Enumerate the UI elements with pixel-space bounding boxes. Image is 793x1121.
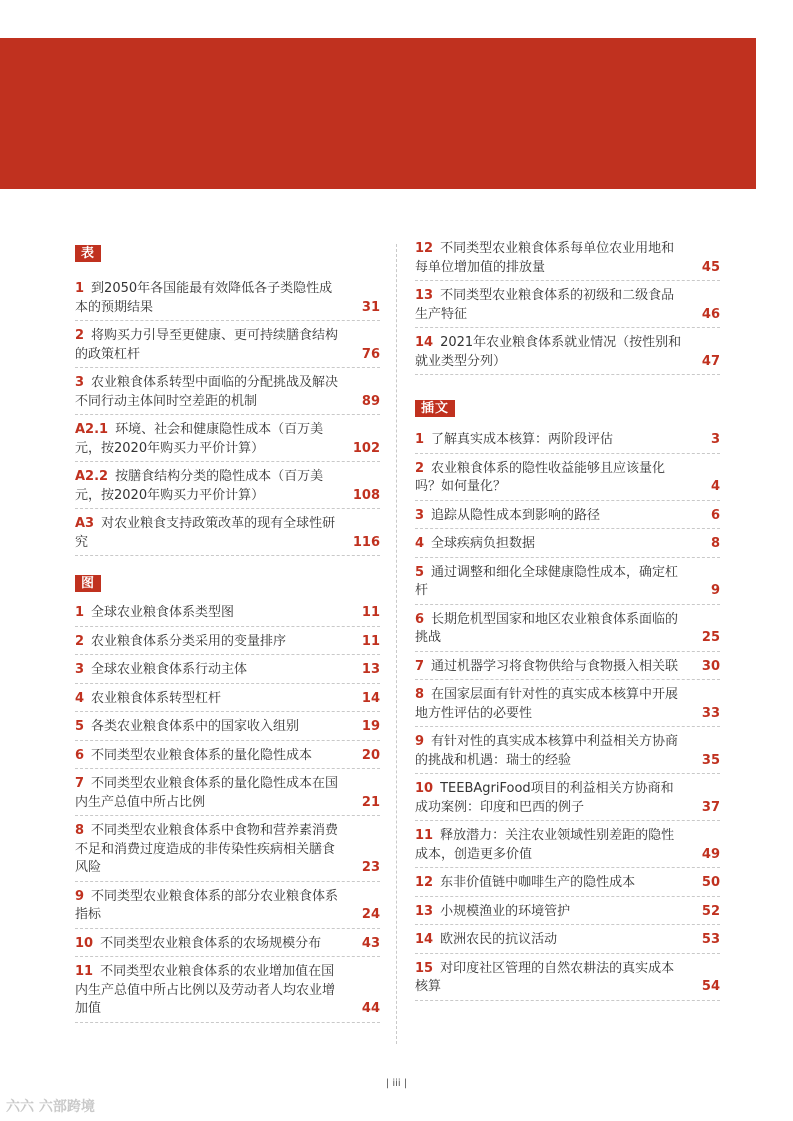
toc-entry-page: 13 — [361, 662, 380, 677]
toc-entry-number: 3 — [75, 662, 85, 677]
toc-entry-page: 116 — [352, 534, 380, 550]
toc-entry[interactable] — [415, 931, 720, 954]
toc-entry-page: 49 — [701, 846, 720, 862]
toc-entry[interactable] — [415, 827, 720, 868]
toc-entry-text — [415, 507, 690, 526]
toc-entry-title: 释放潜力：关注农业领域性别差距的隐性成本，创造更多价值 — [415, 828, 675, 862]
toc-entry-text — [415, 780, 690, 817]
toc-entry-number: 7 — [415, 658, 425, 674]
toc-left-column — [75, 240, 380, 1029]
toc-entry-page: 53 — [701, 932, 720, 947]
toc-entry-text — [415, 535, 690, 554]
toc-entry-title: 追踪从隐性成本到影响的路径 — [431, 507, 601, 523]
toc-entry[interactable] — [415, 460, 720, 501]
page-number: | iii | — [385, 1078, 408, 1089]
toc-entry-text — [75, 468, 350, 505]
toc-entry-title: 不同类型农业粮食体系的初级和二级食品生产特征 — [415, 288, 675, 322]
toc-entry-text — [75, 515, 350, 552]
toc-entry[interactable] — [415, 874, 720, 897]
toc-entry[interactable] — [415, 658, 720, 681]
column-divider — [396, 244, 397, 1044]
toc-entry-text — [415, 611, 690, 648]
toc-entry-number: 13 — [415, 903, 434, 919]
tables-section-heading — [75, 242, 380, 260]
toc-entry[interactable] — [415, 611, 720, 652]
toc-entry[interactable] — [75, 421, 380, 462]
toc-entry-title: 农业粮食体系的隐性收益能够且应该量化吗？如何量化？ — [415, 460, 666, 494]
toc-entry[interactable] — [75, 935, 380, 958]
toc-entry-title: 通过调整和细化全球健康隐性成本，确定杠杆 — [415, 564, 679, 598]
toc-entry-number: 9 — [75, 888, 85, 904]
toc-entry-number: A2.2 — [75, 469, 109, 484]
toc-entry-text — [75, 327, 350, 364]
toc-entry-page: 50 — [701, 875, 720, 890]
toc-entry[interactable] — [415, 287, 720, 328]
toc-entry-number: 12 — [415, 875, 434, 890]
toc-entry[interactable] — [415, 686, 720, 727]
toc-entry[interactable] — [415, 507, 720, 530]
toc-entry[interactable] — [75, 775, 380, 816]
toc-entry-page: 19 — [361, 719, 380, 734]
toc-entry-title: 不同类型农业粮食体系中食物和营养素消费不足和消费过度造成的非传染性疾病相关膳食风险 — [75, 823, 339, 875]
toc-entry-number: 3 — [75, 375, 85, 390]
toc-entry[interactable] — [415, 564, 720, 605]
toc-entry-text — [415, 334, 690, 371]
toc-entry-page: 33 — [701, 705, 720, 721]
toc-entry-title: 全球农业粮食体系行动主体 — [91, 662, 248, 677]
header-banner — [0, 38, 756, 189]
toc-entry[interactable] — [415, 431, 720, 454]
toc-entry-title: 对印度社区管理的自然农耕法的真实成本核算 — [415, 960, 675, 994]
toc-entry-title: 欧洲农民的抗议活动 — [440, 932, 558, 947]
toc-entry-page: 76 — [361, 346, 380, 362]
toc-entry[interactable] — [75, 690, 380, 713]
toc-entry[interactable] — [75, 963, 380, 1023]
toc-entry-number: 13 — [415, 288, 434, 303]
toc-entry-title: 在国家层面有针对性的真实成本核算中开展地方性评估的必要性 — [415, 687, 679, 721]
toc-entry-number: 4 — [415, 536, 425, 551]
toc-entry-number: 6 — [75, 747, 85, 763]
tables-list — [75, 280, 380, 556]
toc-entry-page: 24 — [361, 907, 380, 922]
toc-entry[interactable] — [75, 374, 380, 415]
toc-entry[interactable] — [75, 888, 380, 929]
toc-entry-title: 不同类型农业粮食体系每单位农业用地和每单位增加值的排放量 — [415, 241, 675, 275]
toc-entry[interactable] — [415, 334, 720, 375]
toc-entry-title: 农业粮食体系分类采用的变量排序 — [91, 633, 287, 649]
figures-tag: 图 — [75, 575, 101, 592]
toc-entry-number: 8 — [415, 687, 425, 702]
toc-entry-number: 5 — [75, 719, 85, 734]
toc-entry-text — [75, 718, 350, 737]
toc-entry[interactable] — [415, 903, 720, 926]
tables-tag: 表 — [75, 245, 101, 262]
toc-entry[interactable] — [415, 733, 720, 774]
toc-entry-page: 30 — [701, 658, 720, 674]
toc-entry-number: 7 — [75, 776, 85, 791]
toc-entry-page: 89 — [361, 393, 380, 409]
toc-entry-number: 11 — [75, 964, 94, 979]
toc-entry-title: 了解真实成本核算：两阶段评估 — [431, 432, 614, 447]
toc-entry-text — [415, 903, 690, 922]
toc-entry-title: 长期危机型国家和地区农业粮食体系面临的挑战 — [415, 611, 679, 645]
toc-entry[interactable] — [415, 960, 720, 1001]
toc-entry-title: 环境、社会和健康隐性成本（百万美元，按2020年购买力平价计算） — [75, 422, 324, 456]
toc-entry-title: 有针对性的真实成本核算中利益相关方协商的挑战和机遇：瑞士的经验 — [415, 734, 679, 768]
toc-entry-title: 小规模渔业的环境管护 — [440, 903, 571, 919]
toc-entry-title: 不同类型农业粮食体系的农场规模分布 — [100, 935, 322, 951]
toc-entry-number: 5 — [415, 564, 425, 580]
toc-entry-page: 11 — [361, 605, 380, 620]
toc-entry-title: 2021年农业粮食体系就业情况（按性别和就业类型分列） — [415, 335, 682, 369]
boxes-tag: 插文 — [415, 400, 455, 417]
toc-entry[interactable] — [75, 718, 380, 741]
figures-list-right — [415, 240, 720, 375]
toc-entry-text — [415, 960, 690, 997]
toc-entry-title: 不同类型农业粮食体系的部分农业粮食体系指标 — [75, 888, 339, 922]
toc-entry-page: 35 — [701, 752, 720, 768]
toc-entry-number: 10 — [415, 781, 434, 796]
toc-entry-number: 15 — [415, 960, 434, 976]
toc-entry-text — [75, 822, 350, 878]
toc-entry-page: 9 — [710, 583, 720, 598]
toc-entry-number: 1 — [75, 605, 85, 620]
toc-entry-page: 108 — [352, 487, 380, 503]
toc-entry[interactable] — [75, 747, 380, 770]
toc-entry-number: A3 — [75, 516, 95, 531]
toc-entry-page: 21 — [361, 794, 380, 810]
toc-entry-number: 14 — [415, 335, 434, 350]
toc-entry-page: 54 — [701, 979, 720, 994]
toc-entry-title: 东非价值链中咖啡生产的隐性成本 — [440, 875, 636, 890]
toc-entry[interactable] — [75, 633, 380, 656]
toc-entry-page: 23 — [361, 860, 380, 875]
toc-entry-page: 4 — [710, 479, 720, 494]
toc-entry-number: 1 — [75, 281, 85, 296]
toc-entry[interactable] — [75, 822, 380, 882]
toc-entry-number: 3 — [415, 507, 425, 523]
toc-entry-text — [415, 431, 690, 450]
toc-entry-page: 43 — [361, 935, 380, 951]
toc-entry-number: A2.1 — [75, 422, 109, 437]
toc-entry-page: 6 — [710, 507, 720, 523]
toc-entry-number: 12 — [415, 241, 434, 256]
toc-entry-number: 8 — [75, 823, 85, 838]
boxes-section-heading — [415, 397, 720, 415]
toc-entry-text — [75, 280, 350, 317]
toc-entry-page: 44 — [361, 1001, 380, 1016]
figures-list-left — [75, 604, 380, 1023]
toc-entry-title: 对农业粮食支持政策改革的现有全球性研究 — [75, 516, 336, 550]
toc-entry[interactable] — [75, 604, 380, 627]
toc-entry-title: 不同类型农业粮食体系的量化隐性成本 — [91, 747, 313, 763]
toc-entry-title: 各类农业粮食体系中的国家收入组别 — [91, 719, 300, 734]
toc-entry-text — [75, 374, 350, 411]
toc-entry-page: 45 — [701, 259, 720, 275]
toc-entry-text — [75, 633, 350, 652]
toc-entry[interactable] — [75, 280, 380, 321]
toc-entry-text — [75, 747, 350, 766]
toc-entry-text — [415, 874, 690, 893]
toc-entry-number: 2 — [75, 633, 85, 649]
toc-entry[interactable] — [75, 327, 380, 368]
boxes-list — [415, 431, 720, 1001]
watermark-logo: 六六 六部跨境 — [6, 1099, 95, 1115]
toc-entry-title: 全球疾病负担数据 — [431, 536, 536, 551]
toc-entry-number: 4 — [75, 690, 85, 706]
toc-entry-text — [415, 240, 690, 277]
toc-entry-title: 全球农业粮食体系类型图 — [91, 605, 235, 620]
toc-entry-number: 2 — [415, 460, 425, 476]
toc-entry-page: 3 — [710, 432, 720, 447]
toc-entry-title: 将购买力引导至更健康、更可持续膳食结构的政策杠杆 — [75, 328, 339, 362]
toc-entry-number: 1 — [415, 432, 425, 447]
toc-entry-text — [415, 931, 690, 950]
toc-entry-title: 不同类型农业粮食体系的量化隐性成本在国内生产总值中所占比例 — [75, 776, 339, 810]
toc-entry-text — [75, 935, 350, 954]
toc-entry-title: 不同类型农业粮食体系的农业增加值在国内生产总值中所占比例以及劳动者人均农业增加值 — [75, 964, 336, 1016]
toc-entry-text — [75, 604, 350, 623]
toc-entry[interactable] — [415, 535, 720, 558]
toc-entry-text — [415, 827, 690, 864]
toc-entry-title: 通过机器学习将食物供给与食物摄入相关联 — [431, 658, 679, 674]
toc-entry[interactable] — [75, 661, 380, 684]
toc-entry-text — [75, 775, 350, 812]
toc-entry-page: 31 — [361, 299, 380, 315]
toc-entry-title: 到2050年各国能最有效降低各子类隐性成本的预期结果 — [75, 281, 333, 315]
toc-entry-page: 46 — [701, 306, 720, 322]
toc-entry-title: 农业粮食体系转型杠杆 — [91, 690, 222, 706]
toc-entry-title: 农业粮食体系转型中面临的分配挑战及解决不同行动主体间时空差距的机制 — [75, 375, 339, 409]
toc-entry-text — [75, 421, 350, 458]
toc-entry-text — [415, 658, 690, 677]
toc-entry-text — [75, 963, 350, 1019]
toc-entry-number: 9 — [415, 734, 425, 749]
toc-entry[interactable] — [75, 515, 380, 556]
toc-entry-page: 25 — [701, 630, 720, 645]
toc-entry-page: 8 — [710, 536, 720, 551]
toc-entry-page: 47 — [701, 353, 720, 369]
toc-entry[interactable] — [75, 468, 380, 509]
toc-entry-page: 14 — [361, 690, 380, 706]
toc-entry-page: 11 — [361, 633, 380, 649]
toc-entry-text — [415, 460, 690, 497]
toc-entry-title: 按膳食结构分类的隐性成本（百万美元，按2020年购买力平价计算） — [75, 469, 324, 503]
toc-right-column — [415, 240, 720, 1007]
toc-entry-text — [415, 686, 690, 723]
toc-entry-number: 10 — [75, 935, 94, 951]
toc-entry-number: 14 — [415, 932, 434, 947]
toc-entry-text — [75, 888, 350, 925]
toc-entry-text — [415, 733, 690, 770]
toc-entry-title: TEEBAgriFood项目的利益相关方协商和成功案例：印度和巴西的例子 — [415, 781, 674, 815]
toc-entry[interactable] — [415, 780, 720, 821]
toc-entry-text — [75, 690, 350, 709]
toc-entry-page: 37 — [701, 799, 720, 815]
toc-entry-page: 20 — [361, 747, 380, 763]
figures-section-heading — [75, 572, 380, 590]
toc-entry-page: 102 — [352, 440, 380, 456]
toc-entry-text — [415, 287, 690, 324]
toc-entry-number: 11 — [415, 828, 434, 843]
toc-entry-text — [75, 661, 350, 680]
toc-entry-page: 52 — [701, 903, 720, 919]
toc-entry-text — [415, 564, 690, 601]
toc-entry[interactable] — [415, 240, 720, 281]
toc-entry-number: 2 — [75, 328, 85, 343]
toc-entry-number: 6 — [415, 611, 425, 627]
